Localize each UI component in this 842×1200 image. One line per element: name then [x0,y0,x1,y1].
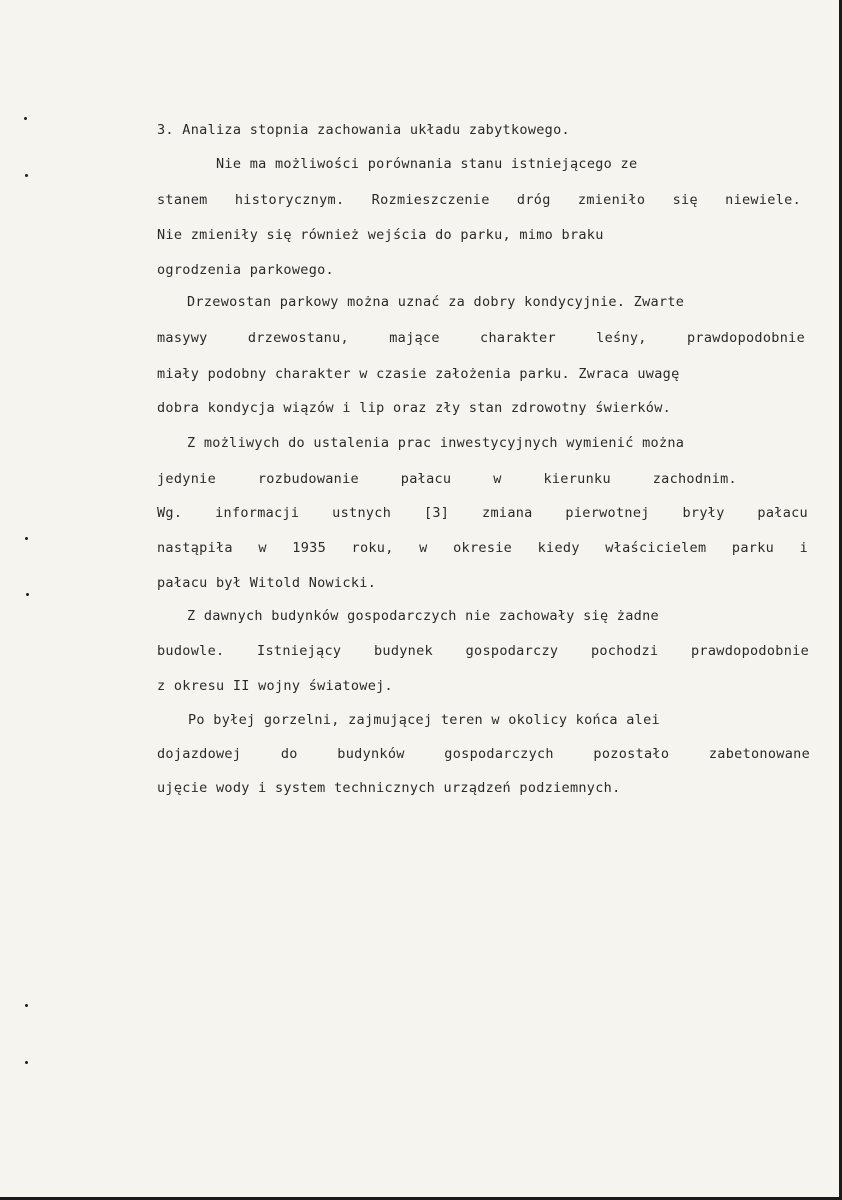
text-line: dobra kondycja wiązów i lip oraz zły stan zdrowotny świerków. [157,400,672,416]
scan-mark [25,1004,28,1007]
text-line: masywy drzewostanu, mające charakter leśny, prawdopodobnie [157,330,805,346]
text-line: Z dawnych budynków gospodarczych nie zachowały się żadne [187,608,659,624]
text-line: jedynie rozbudowanie pałacu w kierunku zachodnim. [157,471,737,487]
text-line: dojazdowej do budynków gospodarczych pozostało zabetonowane [157,746,810,762]
scan-mark [26,593,29,596]
text-line: nastąpiła w 1935 roku, w okresie kiedy właścicielem parku i [157,540,808,556]
text-line: Drzewostan parkowy można uznać za dobry kondycyjnie. Zwarte [187,294,685,310]
text-line: budowle. Istniejący budynek gospodarczy pochodzi prawdopodobnie [157,643,809,659]
text-line: z okresu II wojny światowej. [157,678,393,694]
text-line: Nie ma możliwości porównania stanu istniejącego ze [216,156,638,172]
section-heading: 3. Analiza stopnia zachowania układu zabytkowego. [157,122,570,138]
text-line: miały podobny charakter w czasie założenia parku. Zwraca uwagę [157,366,680,382]
scan-mark [24,117,27,120]
text-line: Po byłej gorzelni, zajmującej teren w okolicy końca alei [188,712,660,728]
text-line: Z możliwych do ustalenia prac inwestycyjnych wymienić można [187,435,685,451]
text-line: stanem historycznym. Rozmieszczenie dróg zmieniło się niewiele. [157,192,801,208]
text-line: Wg. informacji ustnych [3] zmiana pierwotnej bryły pałacu [157,505,808,521]
scan-mark [25,537,28,540]
scan-mark [25,174,28,177]
text-line: ogrodzenia parkowego. [157,262,334,278]
scan-mark [25,1061,28,1064]
text-line: ujęcie wody i system technicznych urządzeń podziemnych. [157,780,621,796]
text-line: Nie zmieniły się również wejścia do parku, mimo braku [157,227,604,243]
text-line: pałacu był Witold Nowicki. [157,575,377,591]
